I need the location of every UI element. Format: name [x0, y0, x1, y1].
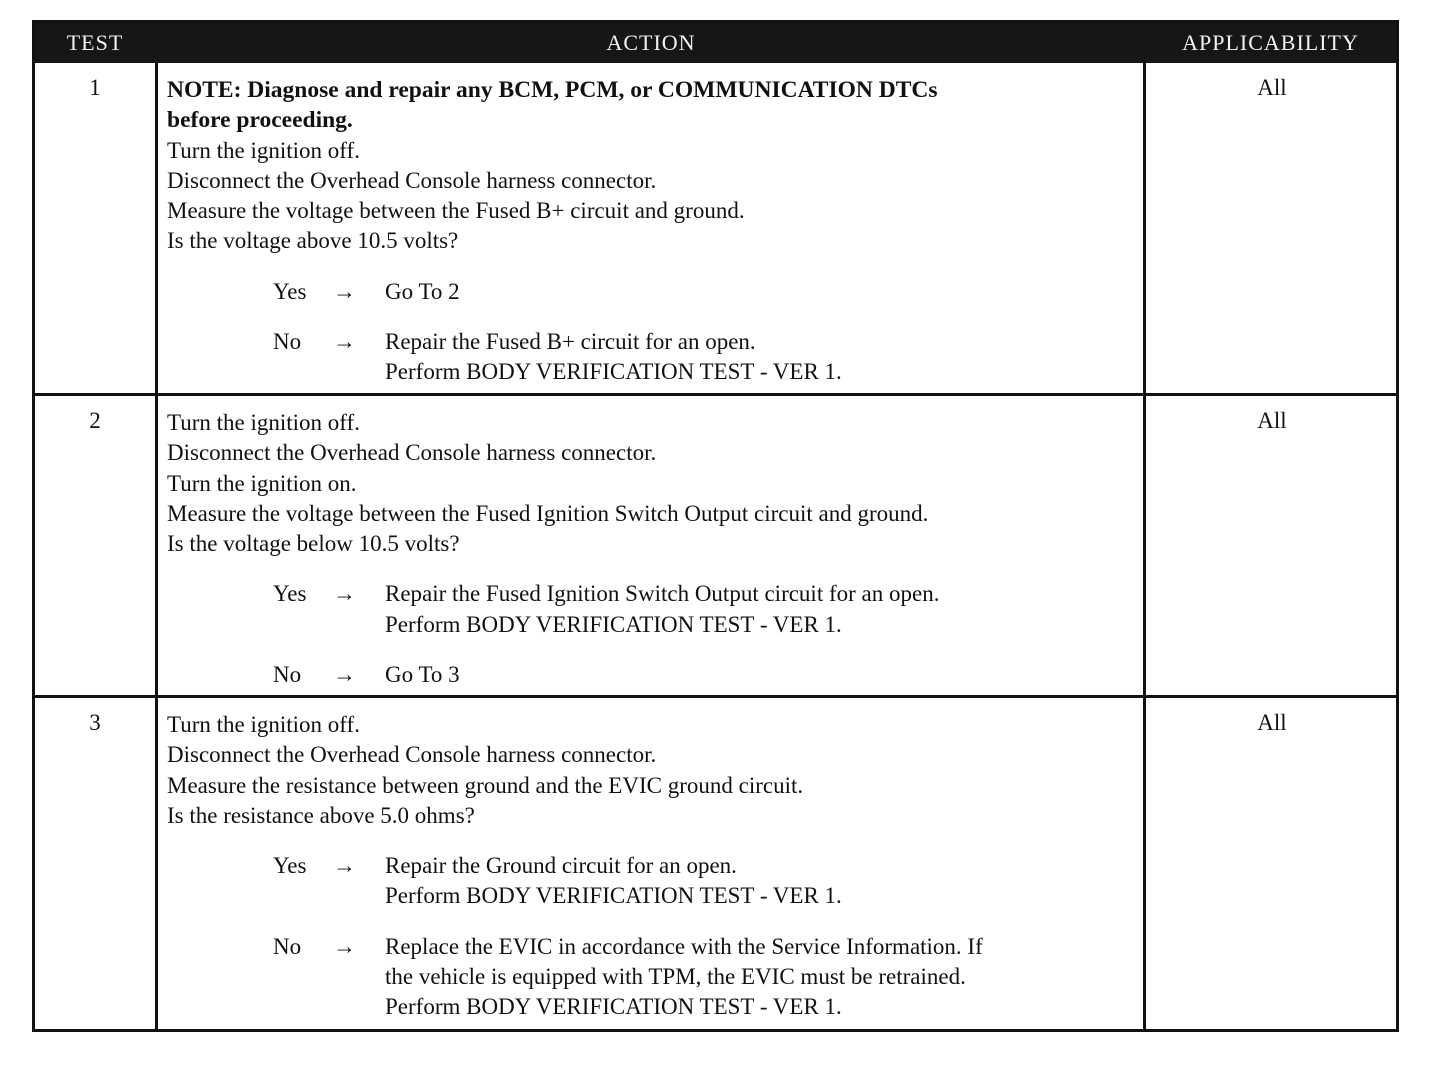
result-text: Perform BODY VERIFICATION TEST - VER 1. — [385, 994, 842, 1020]
action-cell — [167, 75, 1147, 388]
step-text: Measure the voltage between the Fused B+ circuit and ground. — [167, 198, 745, 224]
question-text: Is the voltage below 10.5 volts? — [167, 531, 460, 557]
step-text: Measure the voltage between the Fused Ignition Switch Output circuit and ground. — [167, 500, 929, 526]
step-text: Disconnect the Overhead Console harness connector. — [167, 742, 657, 768]
step-text: Turn the ignition off. — [167, 137, 360, 163]
arrow-right-icon: → — [333, 278, 356, 304]
question-text: Is the voltage above 10.5 volts? — [167, 228, 459, 254]
table-row — [35, 698, 1396, 1029]
step-text: Turn the ignition on. — [167, 470, 357, 496]
table-row — [35, 396, 1396, 695]
result-text: the vehicle is equipped with TPM, the EVIC must be retrained. — [385, 964, 966, 990]
result-text: Replace the EVIC in accordance with the Service Information. If — [385, 933, 983, 959]
result-text: Repair the Fused B+ circuit for an open. — [385, 329, 756, 355]
result-text: Go To 2 — [385, 278, 460, 304]
yes-label: Yes — [273, 278, 307, 304]
yes-label: Yes — [273, 581, 307, 607]
result-text: Go To 3 — [385, 662, 460, 688]
note-text: NOTE: Diagnose and repair any BCM, PCM, or COMMUNICATION DTCs — [167, 77, 938, 103]
action-cell — [167, 408, 1147, 690]
header-test: TEST — [66, 30, 124, 55]
applicability-cell: All — [1257, 75, 1287, 100]
question-text: Is the resistance above 5.0 ohms? — [167, 802, 475, 828]
table-header — [35, 23, 1396, 63]
yes-option — [167, 277, 1147, 307]
no-label: No — [273, 329, 302, 355]
no-label: No — [273, 933, 302, 959]
step-text: Disconnect the Overhead Console harness connector. — [167, 440, 657, 466]
no-label: No — [273, 662, 302, 688]
result-text: Repair the Ground circuit for an open. — [385, 853, 737, 879]
note-text: before proceeding. — [167, 107, 353, 134]
applicability-cell: All — [1257, 408, 1287, 433]
result-text: Perform BODY VERIFICATION TEST - VER 1. — [385, 359, 842, 385]
diagnostic-test-table — [32, 20, 1399, 1032]
yes-label: Yes — [273, 853, 307, 879]
step-text: Turn the ignition off. — [167, 712, 360, 737]
arrow-right-icon: → — [333, 329, 356, 355]
applicability-cell: All — [1257, 710, 1287, 735]
arrow-right-icon: → — [333, 581, 356, 607]
action-cell — [167, 710, 1147, 1023]
no-option — [167, 660, 1147, 690]
test-number: 3 — [89, 710, 101, 735]
step-text: Measure the resistance between ground and the EVIC ground circuit. — [167, 772, 804, 798]
header-action: ACTION — [606, 30, 696, 55]
result-text: Perform BODY VERIFICATION TEST - VER 1. — [385, 883, 842, 909]
test-number: 2 — [89, 408, 101, 433]
yes-option — [167, 579, 1147, 640]
result-text: Repair the Fused Ignition Switch Output circuit for an open. — [385, 581, 940, 607]
table-row — [35, 63, 1396, 393]
test-number: 1 — [89, 75, 101, 100]
step-text: Disconnect the Overhead Console harness connector. — [167, 167, 657, 193]
step-text: Turn the ignition off. — [167, 410, 360, 435]
header-applicability: APPLICABILITY — [1182, 30, 1359, 55]
arrow-right-icon: → — [333, 933, 356, 959]
no-option — [167, 932, 1147, 1023]
yes-option — [167, 851, 1147, 912]
no-option — [167, 327, 1147, 388]
result-text: Perform BODY VERIFICATION TEST - VER 1. — [385, 611, 842, 637]
arrow-right-icon: → — [333, 853, 356, 879]
arrow-right-icon: → — [333, 662, 356, 688]
